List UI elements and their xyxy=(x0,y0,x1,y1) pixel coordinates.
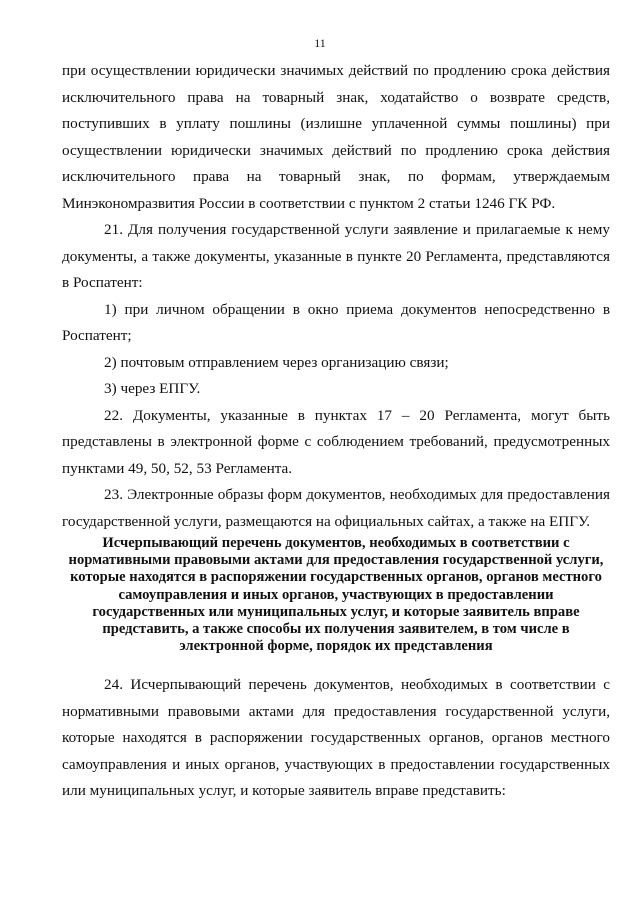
paragraph-continuation: при осуществлении юридически значимых действий по продлению срока действия исключительного права на товарный знак, ходатайство о возврате средств, поступивших в уплату пошлины (излишне уплаченной суммы пошлины) при осуществлении юридически значимых действий по продлению срока действия исключительного права на товарный знак, по формам, утверждаемым Минэкономразвития России в соответствии с пунктом 2 статьи 1246 ГК РФ. xyxy=(62,62,610,212)
paragraph-24: 24. Исчерпывающий перечень документов, необходимых в соответствии с нормативными правовыми актами для предоставления государственной услуги, которые находятся в распоряжении государственных органов, органов местного самоуправления и иных органов, участвующих в предоставлении государственных или муниципальных услуг, и которые заявитель вправе представить: xyxy=(62,676,610,800)
paragraph-22: 22. Документы, указанные в пунктах 17 – 20 Регламента, могут быть представлены в электронной форме с соблюдением требований, предусмотренных пунктами 49, 50, 52, 53 Регламента. xyxy=(62,406,610,477)
page-number: 11 xyxy=(314,36,326,50)
paragraph-21-item-3: 3) через ЕПГУ. xyxy=(104,380,201,397)
paragraph-21: 21. Для получения государственной услуги заявление и прилагаемые к нему документы, а также документы, указанные в пункте 20 Регламента, представляются в Роспатент: xyxy=(62,221,610,291)
section-heading: Исчерпывающий перечень документов, необходимых в соответствии с нормативными правовыми актами для предоставления государственной услуги, которые находятся в распоряжении государственных органов, органов местного самоуправления и иных органов, участвующих в предоставлении государственных или муниципальных услуг, и которые заявитель вправе представить, а также способы их получения заявителем, в том числе в электронной форме, порядок их представления xyxy=(68,535,604,655)
paragraph-23: 23. Электронные образы форм документов, необходимых для предоставления государственной услуги, размещаются на официальных сайтах, а также на ЕПГУ. xyxy=(62,486,610,530)
paragraph-21-item-1: 1) при личном обращении в окно приема документов непосредственно в Роспатент; xyxy=(62,300,610,344)
paragraph-21-item-2: 2) почтовым отправлением через организацию связи; xyxy=(104,353,449,371)
document-body xyxy=(62,58,610,805)
